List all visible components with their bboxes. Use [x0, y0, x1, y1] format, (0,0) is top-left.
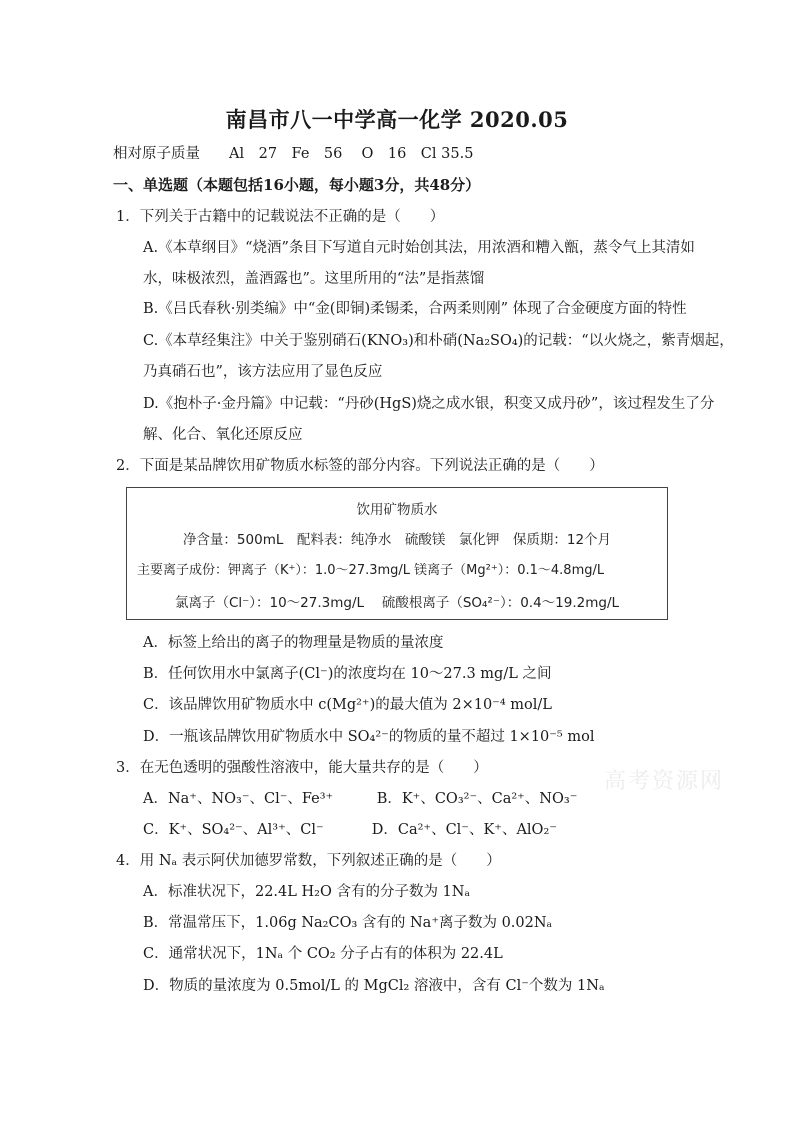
- q1-option-c: C.《本草经集注》中关于鉴别硝石(KNO₃)和朴硝(Na₂SO₄)的记载：“以火烧之，紫青烟起，: [143, 333, 734, 349]
- q1-option-a-cont: 水，味极浓烈，盖酒露也”。这里所用的“法”是指蒸馏: [143, 271, 485, 287]
- watermark: 高考资源网: [604, 769, 725, 794]
- q2-option-b: B．任何饮用水中氯离子(Cl⁻)的浓度均在 10～27.3 mg/L 之间: [143, 666, 552, 682]
- label-row-ions-1: 主要离子成份：钾离子（K⁺）：1.0～27.3mg/L 镁离子（Mg²⁺）：0.1～4.8mg/L: [137, 563, 605, 578]
- label-title: 饮用矿物质水: [356, 502, 438, 518]
- q3-options-cd: C．K⁺、SO₄²⁻、Al³⁺、Cl⁻ D．Ca²⁺、Cl⁻、K⁺、AlO₂⁻: [143, 822, 557, 838]
- q2-stem: 2．下面是某品牌饮用矿物质水标签的部分内容。下列说法正确的是（ ）: [116, 458, 604, 474]
- q4-stem: 4．用 Nₐ 表示阿伏加德罗常数，下列叙述正确的是（ ）: [116, 853, 501, 869]
- q1-stem: 1．下列关于古籍中的记载说法不正确的是（ ）: [116, 209, 445, 225]
- q2-option-c: C．该品牌饮用矿物质水中 c(Mg²⁺)的最大值为 2×10⁻⁴ mol/L: [143, 697, 552, 713]
- q1-option-a: A.《本草纲目》“烧酒”条目下写道自元时始创其法，用浓酒和糟入甑，蒸令气上其清如: [143, 240, 695, 256]
- label-row-ingredients: 净含量：500mL 配料表：纯净水 硫酸镁 氯化钾 保质期：12个月: [182, 532, 612, 548]
- q1-option-d-cont: 解、化合、氧化还原反应: [143, 427, 303, 443]
- q1-option-b: B.《吕氏春秋·别类编》中“金(即铜)柔锡柔，合两柔则刚” 体现了合金硬度方面的特性: [143, 301, 687, 317]
- section-heading: 一、单选题（本题包括16小题，每小题3分，共48分）: [113, 176, 481, 194]
- page-title: 南昌市八一中学高一化学 2020.05: [225, 107, 569, 132]
- q1-option-d: D.《抱朴子·金丹篇》中记载：“丹砂(HgS)烧之成水银，积变又成丹砂”，该过程发生了分: [143, 396, 715, 412]
- mineral-water-label: [126, 487, 668, 620]
- q2-option-a: A．标签上给出的离子的物理量是物质的量浓度: [143, 635, 444, 651]
- q2-option-d: D．一瓶该品牌饮用矿物质水中 SO₄²⁻的物质的量不超过 1×10⁻⁵ mol: [143, 729, 595, 745]
- q1-option-c-cont: 乃真硝石也”，该方法应用了显色反应: [143, 364, 383, 380]
- q3-options-ab: A．Na⁺、NO₃⁻、Cl⁻、Fe³⁺ B．K⁺、CO₃²⁻、Ca²⁺、NO₃⁻: [143, 791, 578, 807]
- q3-stem: 3．在无色透明的强酸性溶液中，能大量共存的是（ ）: [116, 760, 488, 776]
- atomic-masses: 相对原子质量 Al 27 Fe 56 O 16 Cl 35.5: [113, 146, 474, 162]
- q4-option-a: A．标准状况下，22.4L H₂O 含有的分子数为 1Nₐ: [143, 884, 471, 900]
- q4-option-c: C．通常状况下，1Nₐ 个 CO₂ 分子占有的体积为 22.4L: [143, 946, 503, 962]
- q4-option-b: B．常温常压下，1.06g Na₂CO₃ 含有的 Na⁺离子数为 0.02Nₐ: [143, 915, 553, 931]
- q4-option-d: D．物质的量浓度为 0.5mol/L 的 MgCl₂ 溶液中，含有 Cl⁻个数为 1Nₐ: [143, 978, 605, 994]
- label-row-ions-2: 氯离子（Cl⁻）：10～27.3mg/L 硫酸根离子（SO₄²⁻）：0.4～19.2mg/L: [174, 595, 620, 611]
